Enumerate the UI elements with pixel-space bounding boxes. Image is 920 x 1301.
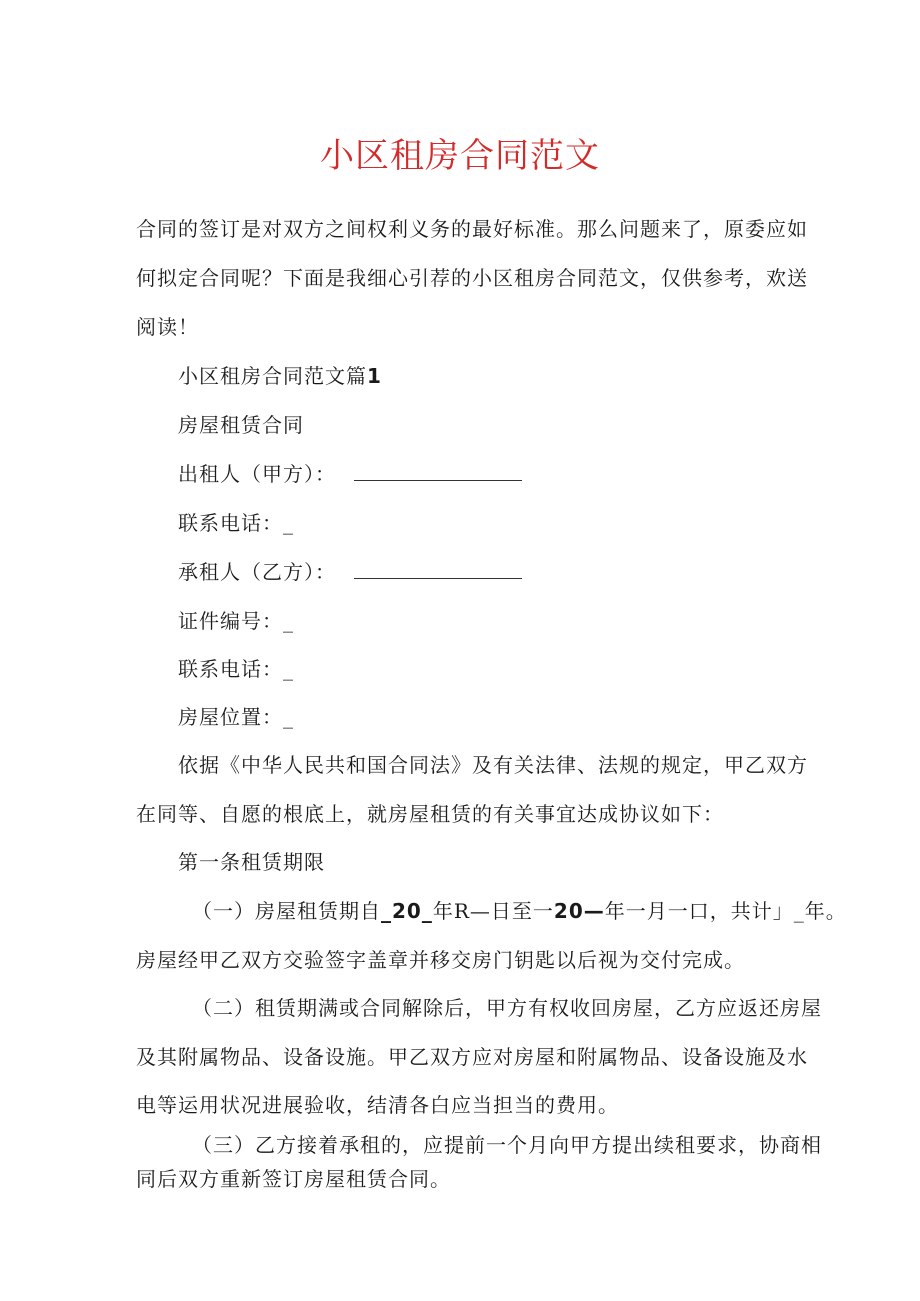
lessee-line: [178, 560, 522, 584]
property-location: 房屋位置：_: [178, 705, 294, 729]
clause-2-line-3: 电等运用状况进展验收，结清各白应当担当的费用。: [136, 1093, 619, 1117]
document-title: 小区租房合同范文: [320, 136, 600, 176]
clause-1-part-3: 年一月一口，共计」_年。: [604, 899, 847, 923]
clause-1-year-2: 20—: [553, 899, 605, 923]
clause-1-year-1: _20_: [381, 899, 433, 923]
clause-1-line-1: [192, 899, 847, 923]
clause-2-line-1: （二）租赁期满或合同解除后，甲方有权收回房屋，乙方应返还房屋: [192, 996, 822, 1020]
contract-name: 房屋租赁合同: [178, 413, 304, 437]
clause-2-line-2: 及其附属物品、设备设施。甲乙双方应对房屋和附属物品、设备设施及水: [136, 1045, 808, 1069]
basis-line-2: 在同等、自愿的根底上，就房屋租赁的有关事宜达成协议如下：: [136, 802, 724, 826]
section-heading-number: 1: [367, 364, 382, 388]
lessor-line: [178, 462, 522, 486]
clause-1-line-2: 房屋经甲乙双方交验签字盖章并移交房门钥匙以后视为交付完成。: [136, 948, 745, 972]
lessor-phone: 联系电话：_: [178, 511, 294, 535]
lessee-label: 承租人（乙方）：: [178, 560, 336, 584]
lessee-phone: 联系电话：_: [178, 657, 294, 681]
intro-line-3: 阅读！: [136, 315, 199, 339]
clause-3-line-1: （三）乙方接着承租的，应提前一个月向甲方提出续租要求，协商相: [192, 1133, 822, 1157]
clause-1-part-2: 年R—日至一: [432, 899, 554, 923]
section-heading-text: 小区租房合同范文篇: [178, 364, 367, 388]
section-heading: [178, 364, 382, 388]
clause-1-part-1: （一）房屋租赁期自: [192, 899, 381, 923]
article-1-heading: 第一条租赁期限: [178, 850, 325, 874]
basis-line-1: 依据《中华人民共和国合同法》及有关法律、法规的规定，甲乙双方: [178, 753, 808, 777]
id-number: 证件编号：_: [178, 609, 294, 633]
lessee-blank: [354, 562, 522, 579]
lessor-blank: [354, 464, 522, 481]
intro-line-1: 合同的签订是对双方之间权利义务的最好标准。那么问题来了，原委应如: [136, 217, 808, 241]
clause-3-line-2: 同后双方重新签订房屋租赁合同。: [136, 1167, 451, 1191]
intro-line-2: 何拟定合同呢？下面是我细心引荐的小区租房合同范文，仅供参考，欢送: [136, 266, 808, 290]
lessor-label: 出租人（甲方）：: [178, 462, 336, 486]
